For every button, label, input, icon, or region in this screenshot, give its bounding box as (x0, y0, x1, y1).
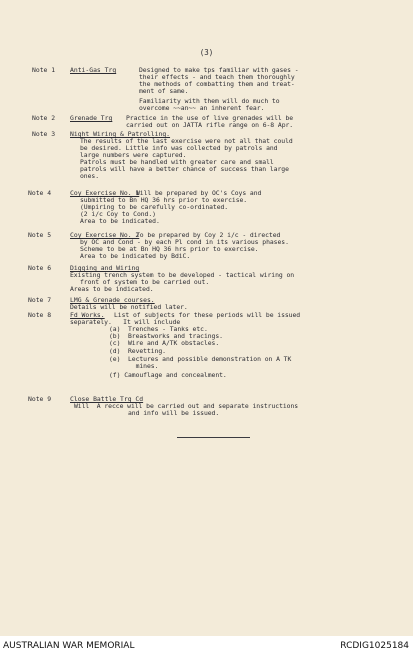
list-item: (c) Wire and A/TK obstacles. (109, 339, 220, 347)
list-item: mines. (109, 362, 159, 370)
note-line: patrols will have a better chance of success than large (80, 165, 289, 173)
note-line: be desired. Little info was collected by patrols and (80, 144, 278, 152)
list-item: (e) Lectures and possible demonstration on A TK (109, 355, 292, 363)
list-item: (b) Breastworks and tracings. (109, 332, 223, 340)
note-label: Note 8 (28, 311, 52, 319)
note-heading: Night Wiring & Patrolling. (70, 130, 171, 138)
closing-rule (177, 437, 250, 438)
note-heading: LMG & Grenade courses. (70, 296, 155, 304)
note-line: List of subjects for these periods will be issued (114, 311, 301, 319)
archive-footer (0, 636, 413, 654)
note-line: overcome ~~an~~ an inherent fear. (139, 104, 265, 112)
note-heading: Coy Exercise No. 1 (70, 189, 140, 197)
note-heading: Coy Exercise No. 2 (70, 231, 140, 239)
note-line: and info will be issued. (128, 409, 220, 417)
note-line: large numbers were captured. (80, 151, 187, 159)
note-line: Details will be notified later. (70, 303, 188, 311)
note-line: Practice in the use of live grenades will be (126, 114, 294, 122)
footer-source: AUSTRALIAN WAR MEMORIAL (3, 641, 135, 651)
note-line: ones. (80, 172, 99, 180)
note-label: Note 7 (28, 296, 52, 304)
note-line: their effects - and teach them thoroughly (139, 73, 295, 81)
footer-reference: RCDIG1025184 (340, 641, 409, 651)
note-line: Area to be indicated by BdiC. (80, 252, 191, 260)
note-line: The results of the last exercise were not all that could (80, 137, 293, 145)
note-line: the methods of combatting them and treat- (139, 80, 295, 88)
note-line: Designed to make tps familiar with gases - (139, 66, 299, 74)
list-item: (d) Revetting. (109, 347, 166, 355)
note-line: To be prepared by Coy 2 i/c - directed (136, 231, 281, 239)
note-line: Scheme to be at Bn HQ 36 hrs prior to exercise. (80, 245, 259, 253)
note-label: Note 3 (32, 130, 56, 138)
note-heading: Close Battle Trg Cd (70, 395, 144, 403)
note-line: Patrols must be handled with greater care and small (80, 158, 274, 166)
note-line: (Umpiring to be carefully co-ordinated. (80, 203, 229, 211)
note-line: Familiarity with them will do much to (139, 97, 280, 105)
note-heading: Anti-Gas Trg (70, 66, 117, 74)
note-line: carried out on JATTA rifle range on 6-8 Apr. (126, 121, 294, 129)
note-heading: Digging and Wiring (70, 264, 140, 272)
note-heading: Fd Works. (70, 311, 105, 319)
note-line: front of system to be carried out. (80, 278, 210, 286)
note-line: Existing trench system to be developed - tactical wiring on (70, 271, 295, 279)
note-label: Note 2 (32, 114, 56, 122)
note-line: Will A recce will be carried out and separate instructions (74, 402, 299, 410)
note-line: (2 i/c Coy to Cond.) (80, 210, 156, 218)
note-label: Note 6 (28, 264, 52, 272)
note-line: Areas to be indicated. (70, 285, 154, 293)
note-line: separately. It will include (70, 318, 181, 326)
note-line: submitted to Bn HQ 36 hrs prior to exercise. (80, 196, 248, 204)
note-line: ment of same. (139, 87, 189, 95)
list-item: (a) Trenches - Tanks etc. (109, 325, 208, 333)
list-item: (f) Camouflage and concealment. (109, 371, 227, 379)
note-heading: Grenade Trg (70, 114, 113, 122)
note-label: Note 5 (28, 231, 52, 239)
note-label: Note 4 (28, 189, 52, 197)
note-label: Note 9 (28, 395, 52, 403)
note-line: Will be prepared by OC's Coys and (136, 189, 262, 197)
note-line: by OC and Cond - by each Pl cond in its various phases. (80, 238, 289, 246)
note-label: Note 1 (32, 66, 56, 74)
note-line: Area to be indicated. (80, 217, 160, 225)
page-number: (3) (199, 48, 214, 57)
